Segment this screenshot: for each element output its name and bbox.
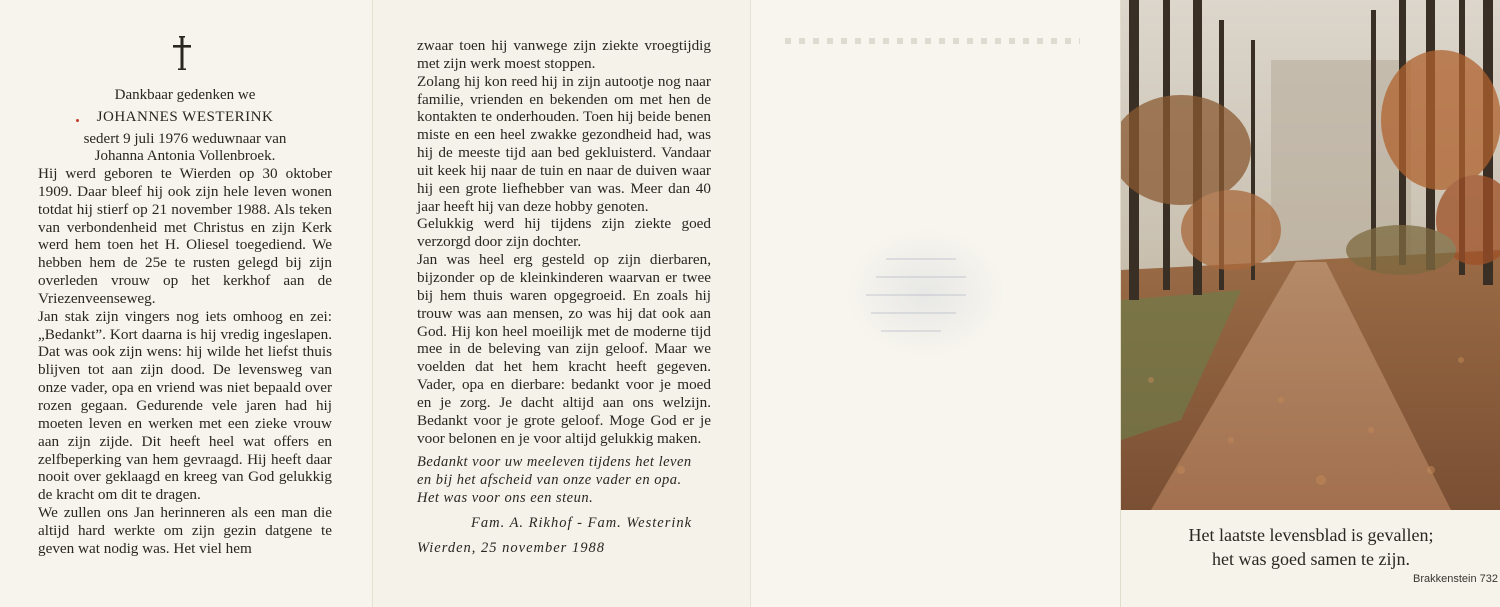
paragraph: zwaar toen hij vanwege zijn ziekte vroegtijdig met zijn werk moest stoppen. [417,37,711,72]
poem-caption [1121,523,1500,571]
forest-path-image [1121,0,1500,510]
card-panel-back [1120,0,1500,607]
thanks-note [417,453,711,507]
caption-line: Het laatste levensblad is gevallen; [1188,525,1434,545]
faint-show-through [785,38,1080,44]
biography-continued-text [417,37,711,447]
deceased-name: JOHANNES WESTERINK [96,109,274,125]
card-panel-front-left [0,0,372,607]
paragraph: Gelukkig werd hij tijdens zijn ziekte goed verzorgd door zijn dochter. [417,215,711,251]
thanks-line: Bedankt voor uw meeleven tijdens het leven [417,454,692,470]
widower-line-2: Johanna Antonia Vollenbroek. [94,148,276,164]
ink-bleed-mark [846,228,1006,358]
card-panel-front-right [372,0,750,607]
thanks-line: Het was voor ons een steun. [417,490,594,506]
autumn-forest-photo [1121,0,1500,510]
caption-line: het was goed samen te zijn. [1212,549,1410,569]
publisher-code: Brakkenstein 732 [1413,573,1498,585]
paragraph: Jan stak zijn vingers nog iets omhoog en zei: „Bedankt”. Kort daarna is hij vredig ingeslapen. Dat was ook zijn wens: hij wilde het liefst thuis blijven tot aan zijn dood. De levensweg van onze vader, opa en vriend was niet bepaald over rozen gegaan. Gedurende vele jaren had hij moeten leven en werken met een zieke vrouw aan zijn zijde. Dit heeft heel wat offers en zelfbeperking van hem gevraagd. Hij heeft daar nooit over geklaagd en kreeg van God gelukkig de kracht om dit te dragen. [38,307,332,504]
family-signature: Fam. A. Rikhof - Fam. Westerink [471,515,693,531]
widower-line-1: sedert 9 juli 1976 weduwnaar van [83,131,287,147]
paragraph: Jan was heel erg gesteld op zijn dierbaren, bijzonder op de kleinkinderen waarvan er twee bij hem thuis waren opgegroeid. En zoals hij trouw was aan mensen, zo was hij dat ook aan God. Hij kon heel moeilijk met de moderne tijd mee in de beleving van zijn geloof. Maar we voelden dat het hem kracht heeft gegeven. Vader, opa en dierbare: bedankt voor je moed en je zorg. Je dacht altijd aan ons welzijn. Bedankt voor je grote geloof. Moge God er je voor belonen en je voor altijd gelukkig maken. [417,251,711,447]
place-date: Wierden, 25 november 1988 [417,540,605,556]
paragraph: Hij werd geboren te Wierden op 30 oktober 1909. Daar bleef hij ook zijn hele leven wonen totdat hij stierf op 21 november 1988. Als teken van verbondenheid met Christus en zijn Kerk werd hem toen het H. Oliesel toegediend. We hebben hem de 25e te rusten gelegd bij zijn overleden vrouw op het kerkhof aan de Vriezenveenseweg. [38,165,332,307]
cross-icon [170,36,194,70]
paragraph: We zullen ons Jan herinneren als een man die altijd hard werkte om zijn gezin datgene te geven wat nodig was. Het viel hem [38,504,332,557]
paragraph: Zolang hij kon reed hij in zijn autootje nog naar familie, vrienden en bekenden om met hen de kontakten te onderhouden. Toen hij beide benen miste en een heel zwakke gezondheid had, was hij de meeste tijd aan bed gekluisterd. Vandaar uit keek hij naar de tuin en naar de duiven waar hij een grote liefhebber van was. Meer dan 40 jaar heeft hij van deze hobby genoten. [417,72,711,215]
thanks-line: en bij het afscheid van onze vader en opa. [417,472,682,488]
biography-text [38,165,332,558]
heading-text: Dankbaar gedenken we [114,87,256,103]
card-panel-blank [750,0,1120,607]
